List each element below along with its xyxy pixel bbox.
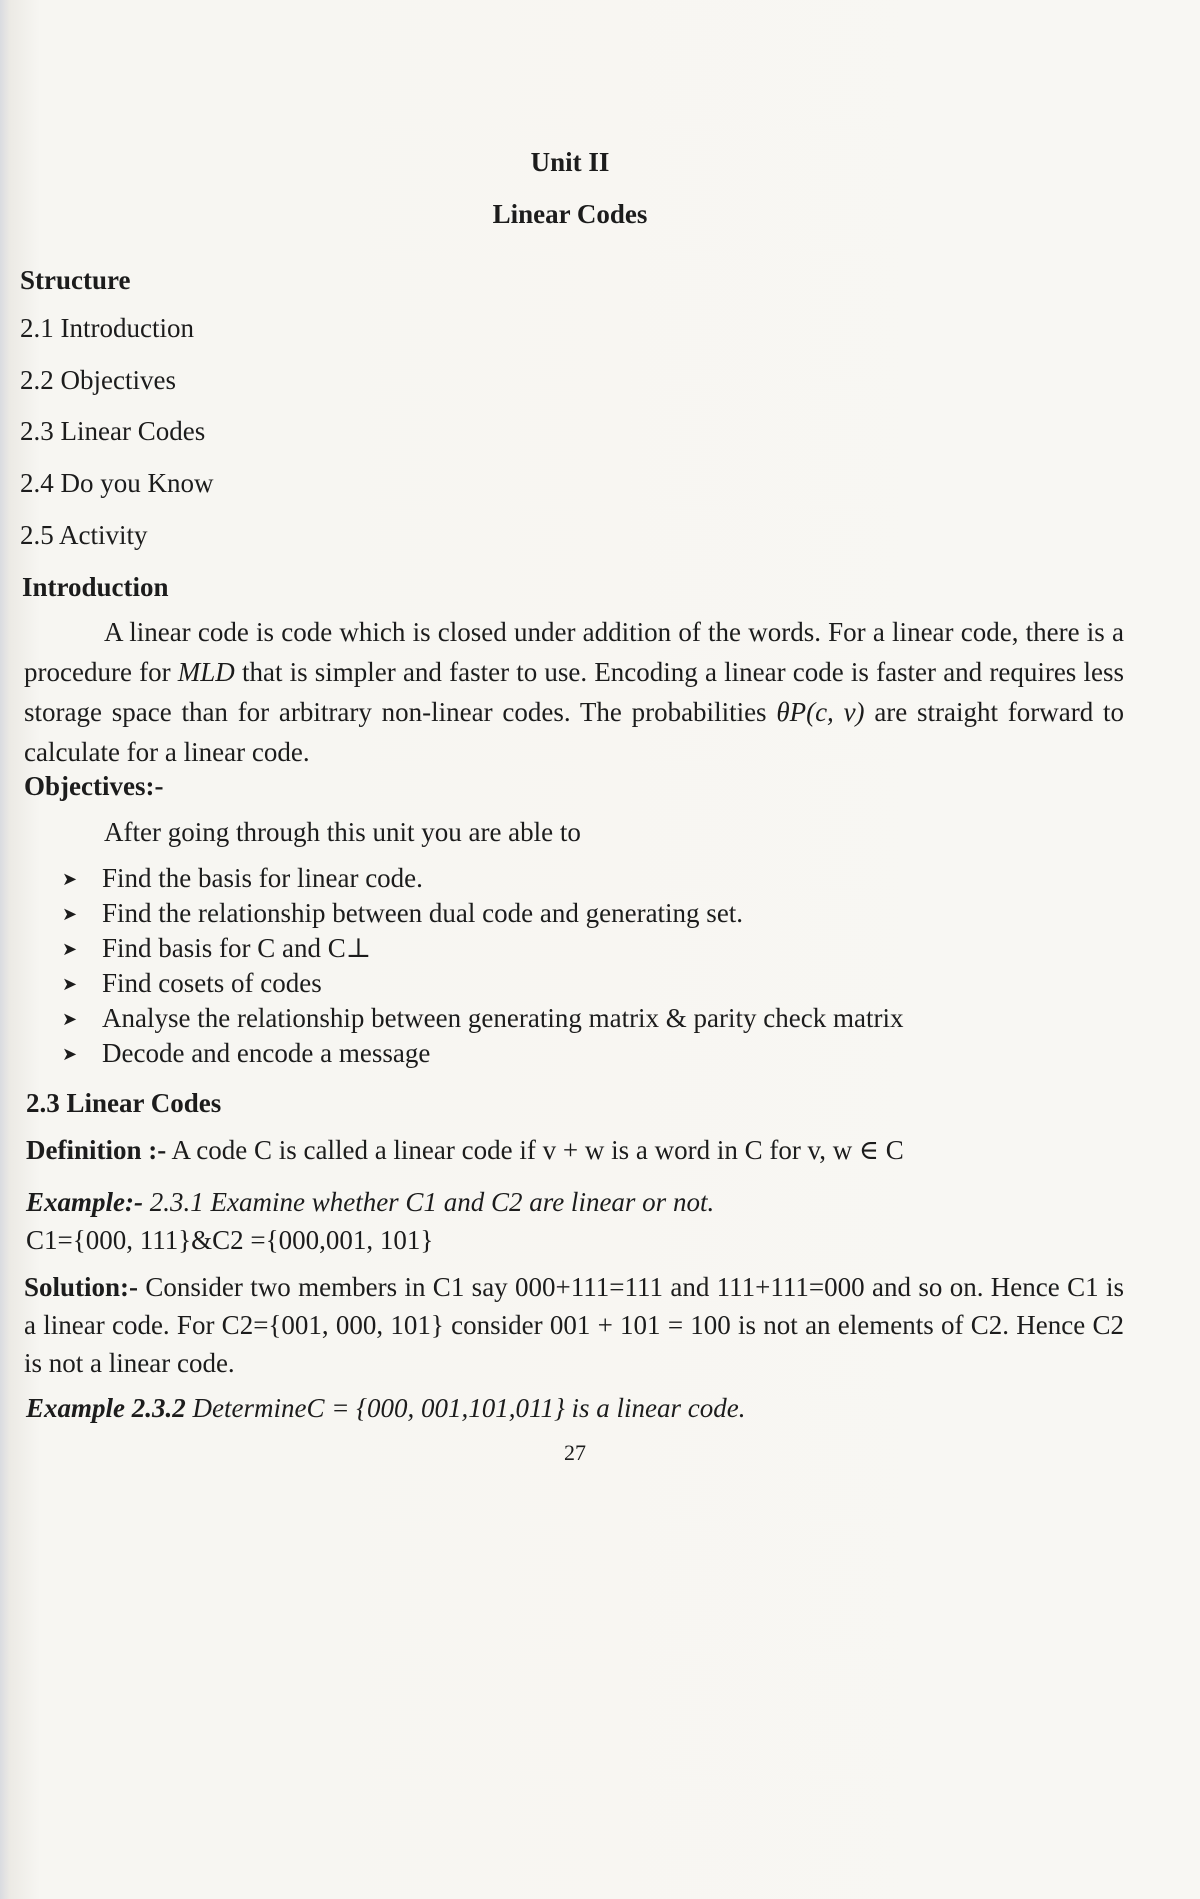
- arrow-bullet-icon: ➤: [62, 869, 78, 889]
- linear-codes-heading: 2.3 Linear Codes: [26, 1088, 222, 1118]
- objective-item: ➤ Find cosets of codes: [62, 968, 322, 998]
- solution-paragraph: Solution:- Consider two members in C1 say 000+111=111 and 111+111=000 and so on. Hence C1 is a linear code. For C2={001, 000, 101} consider 001 + 101 = 100 is not an elements of C2. Hence C2 is not a linear code.: [24, 1272, 1125, 1378]
- objective-item: ➤ Find the relationship between dual code and generating set.: [62, 898, 744, 928]
- chapter-title: Linear Codes: [492, 199, 648, 229]
- arrow-bullet-icon: ➤: [62, 939, 78, 959]
- example-1: Example:- 2.3.1 Examine whether C1 and C2 are linear or not.: [26, 1187, 715, 1217]
- objective-item: ➤ Analyse the relationship between generating matrix & parity check matrix: [62, 1003, 904, 1033]
- arrow-bullet-icon: ➤: [62, 1009, 78, 1029]
- example-1-sets: C1={000, 111}&C2 ={000,001, 101}: [26, 1225, 434, 1255]
- introduction-paragraph: A linear code is code which is closed under addition of the words. For a linear code, there is a procedure for MLD that is simpler and faster to use. Encoding a linear code is faster and requires less storage space than for arbitrary non-linear codes. The probabilities θP(c, v) are straight forward to calculate for a linear code.: [24, 617, 1124, 767]
- objective-item: ➤ Find basis for C and C⊥: [62, 933, 372, 963]
- structure-item-5: 2.5 Activity: [20, 520, 148, 550]
- arrow-bullet-icon: ➤: [62, 904, 78, 924]
- structure-item-4: 2.4 Do you Know: [20, 468, 214, 498]
- page-number: 27: [564, 1440, 586, 1465]
- objective-item: ➤ Find the basis for linear code.: [62, 863, 423, 893]
- structure-item-3: 2.3 Linear Codes: [20, 416, 206, 446]
- unit-title: Unit II: [530, 147, 610, 177]
- objective-item: ➤ Decode and encode a message: [62, 1038, 431, 1068]
- arrow-bullet-icon: ➤: [62, 1044, 78, 1064]
- arrow-bullet-icon: ➤: [62, 974, 78, 994]
- objectives-heading: Objectives:-: [24, 771, 164, 801]
- structure-item-1: 2.1 Introduction: [20, 313, 194, 343]
- objectives-lead: After going through this unit you are able to: [104, 817, 581, 847]
- example-2: Example 2.3.2 DetermineC = {000, 001,101,011} is a linear code.: [26, 1393, 746, 1423]
- definition: Definition :- A code C is called a linear code if v + w is a word in C for v, w ∈ C: [26, 1135, 904, 1165]
- introduction-heading: Introduction: [22, 572, 169, 602]
- structure-item-2: 2.2 Objectives: [20, 365, 176, 395]
- structure-heading: Structure: [20, 265, 131, 295]
